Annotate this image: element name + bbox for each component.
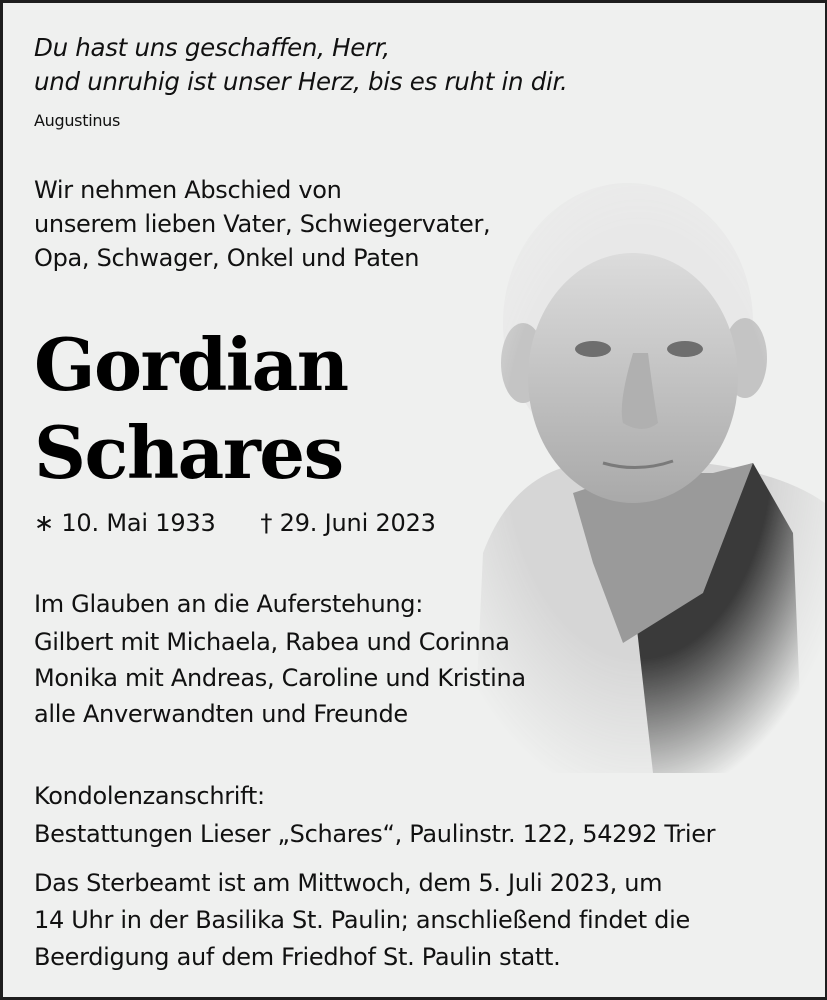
mourners	[34, 586, 526, 732]
first-name: Gordian	[34, 322, 348, 407]
deceased-name	[34, 321, 348, 497]
mourner-line: Gilbert mit Michaela, Rabea und Corinna	[34, 628, 510, 656]
intro-line: Wir nehmen Abschied von	[34, 176, 342, 204]
service-line: Beerdigung auf dem Friedhof St. Paulin statt.	[34, 943, 561, 971]
obituary-card	[3, 3, 825, 997]
mourner-line: Monika mit Andreas, Caroline und Kristina	[34, 664, 526, 692]
service-info	[34, 865, 796, 976]
intro-text	[34, 173, 490, 275]
last-name: Schares	[34, 410, 343, 495]
death-date: 29. Juni 2023	[279, 509, 436, 537]
intro-line: Opa, Schwager, Onkel und Paten	[34, 244, 420, 272]
quote-author: Augustinus	[34, 111, 121, 130]
intro-line: unserem lieben Vater, Schwiegervater,	[34, 210, 491, 238]
condolence-address-line: Bestattungen Lieser „Schares“, Paulinstr. 122, 54292 Trier	[34, 820, 716, 848]
condolence-label: Kondolenzanschrift:	[34, 782, 265, 810]
cross-icon: †	[260, 509, 273, 537]
service-line: Das Sterbeamt ist am Mittwoch, dem 5. Juli 2023, um	[34, 869, 663, 897]
condolence-address	[34, 777, 715, 853]
mourner-line: alle Anverwandten und Freunde	[34, 700, 408, 728]
quote-line: Du hast uns geschaffen, Herr,	[34, 33, 390, 62]
birth-date: 10. Mai 1933	[61, 509, 216, 537]
quote	[34, 31, 568, 99]
birth-icon: ∗	[34, 509, 54, 537]
quote-line: und unruhig ist unser Herz, bis es ruht in dir.	[34, 67, 568, 96]
service-line: 14 Uhr in der Basilika St. Paulin; anschließend findet die	[34, 906, 690, 934]
life-dates	[34, 509, 436, 537]
mourners-label: Im Glauben an die Auferstehung:	[34, 590, 423, 618]
